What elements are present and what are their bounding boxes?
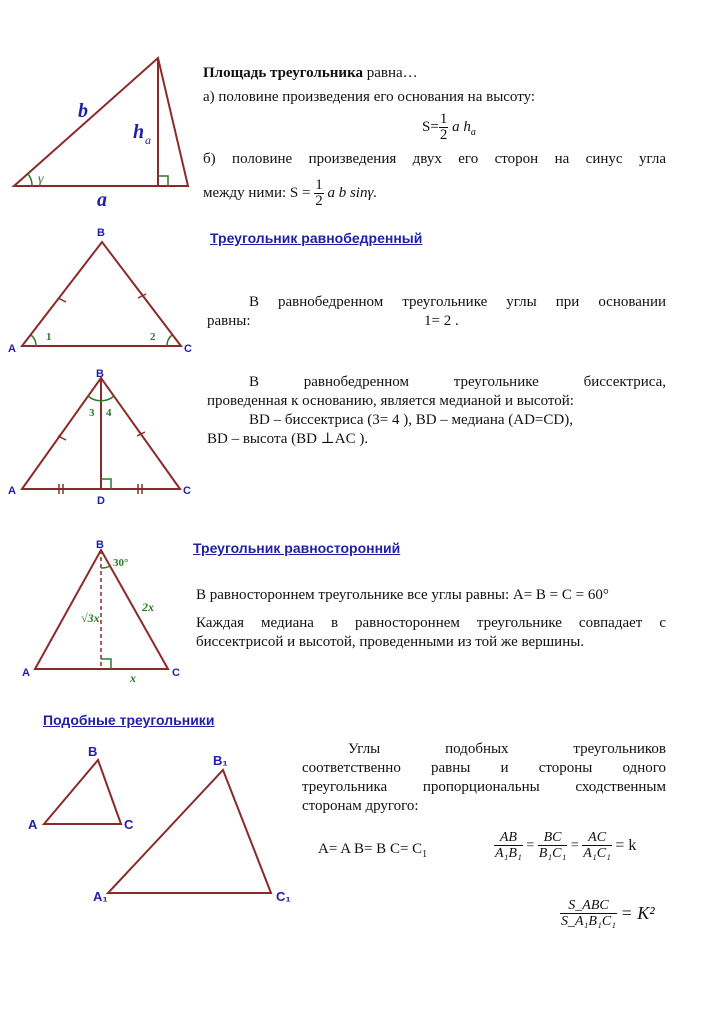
label-angle-1: 1 [46,331,52,343]
big-label-A1: A₁ [93,889,108,904]
area-title-rest: равна… [362,65,418,81]
similar-text-line1: Углы подобных треугольников [348,741,666,757]
label-gamma: γ [38,172,44,187]
equilateral-fact2-line2: биссектрисой и высотой, проведенными из той же вершины. [196,634,585,650]
label-C-eq: C [172,667,180,679]
area-rule-a: а) половине произведения его основания на высоту: [203,89,536,105]
ratio-eq-1: = [526,838,535,853]
angles-eq-text: A= A B= B C= C [318,841,423,857]
isosceles-fact2-line1: В равнобедренном треугольнике биссектриса, [249,374,666,390]
similar-text-line4: сторонам другого: [302,798,419,814]
small-label-B: B [88,744,98,759]
isosceles-fact1-line2-right: 1= 2 . [424,313,459,329]
isosceles-figure-2 [0,366,200,506]
area-title [203,64,418,83]
label-A: A [8,343,16,355]
equilateral-figure [0,534,200,694]
isosceles-fact2-line2: проведенная к основанию, является медианой и высотой: [207,393,574,409]
area-ratio-result: = K² [620,903,655,923]
label-A-eq: A [22,667,30,679]
frac-denominator-b: 2 [315,193,323,209]
area-ratio [560,898,655,929]
label-b: b [78,100,88,122]
right-angle-D [101,479,111,489]
label-B-eq: B [96,539,104,551]
angle-arc-30 [101,566,110,568]
frac-denominator: 2 [439,127,448,143]
ratio3-num: AC [582,830,612,846]
ratio2-num: BC [538,830,568,846]
right-angle-mark [158,176,168,186]
isosceles-fact2-line4: BD – высота (BD ⊥AC ). [207,431,369,447]
similar-figure [0,740,300,910]
label-angle-3: 3 [89,407,95,419]
label-A-2: A [8,485,16,497]
small-label-C: C [124,817,134,832]
angles-equality [318,840,427,864]
label-2x: 2x [142,600,154,614]
frac-numerator-b: 1 [315,177,323,193]
equilateral-fact1: В равностороннем треугольнике все углы равны: A= B = C = 60° [196,587,609,603]
gamma-arc [28,174,32,186]
big-label-C1: C₁ [276,889,291,904]
similar-text-line2: соответственно равны и стороны одного [302,760,666,776]
sides-ratio [494,830,636,861]
area-ratio-den: S_A₁B₁C₁ [561,914,617,929]
angle-arc-1 [31,335,36,346]
area-triangle [14,58,188,186]
ratio3-den: A₁C₁ [583,846,611,861]
label-sqrt3x: √3x [81,611,100,625]
label-angle-2: 2 [150,331,156,343]
small-triangle [44,760,121,824]
equilateral-heading[interactable]: Треугольник равносторонний [193,540,401,556]
formula-b [203,178,377,209]
area-rule-b: б) половине произведения двух его сторон на синус угла [203,151,666,167]
formula-a-suffix: a h [452,118,471,135]
label-D: D [97,495,105,507]
formula-a [422,112,476,143]
area-triangle-figure [0,0,200,215]
label-h-sub: a [145,133,151,147]
isosceles-fact1-line2-left: равны: [207,313,251,329]
label-angle-4: 4 [106,407,112,419]
similar-heading[interactable]: Подобные треугольники [43,712,215,728]
formula-b-prefix: между ними: S = [203,184,315,201]
isosceles-figure-1 [0,226,200,356]
formula-a-prefix: S= [422,118,439,135]
label-B-2: B [96,368,104,380]
small-label-A: A [28,817,38,832]
similar-text-line3: треугольника пропорциональны сходственным [302,779,666,795]
label-C: C [184,343,192,355]
ratio1-den: A₁B₁ [495,846,522,861]
isosceles-fact2-line3: BD – биссектриса (3= 4 ), BD – медиана (AD=CD), [249,412,573,428]
ratio-eq-2: = [570,838,579,853]
label-h: h [133,121,145,143]
label-B: B [97,227,105,239]
area-title-bold: Площадь треугольника [203,65,363,81]
right-angle-mark-eq [101,659,111,669]
label-30deg: 30° [113,557,129,569]
equilateral-fact2-line1: Каждая медиана в равностороннем треугольнике совпадает с [196,615,666,631]
ratio1-num: AB [494,830,523,846]
angle-arc-2 [167,335,172,346]
label-x: x [130,671,136,685]
label-C-2: C [183,485,191,497]
big-label-B1: B₁ [213,753,228,768]
angles-eq-sub: 1 [422,849,428,860]
ratio2-den: B₁C₁ [538,846,567,861]
label-a: a [97,189,107,211]
isosceles-heading[interactable]: Треугольник равнобедренный [210,230,423,246]
tick-left [58,298,66,302]
formula-b-suffix: a b sinγ. [327,184,378,201]
formula-a-sub: a [470,126,476,138]
ratio-k: = k [615,837,637,854]
frac-numerator: 1 [439,111,448,127]
area-ratio-num: S_ABC [560,898,617,914]
isosceles-fact1-line1: В равнобедренном треугольнике углы при основании [249,294,666,310]
